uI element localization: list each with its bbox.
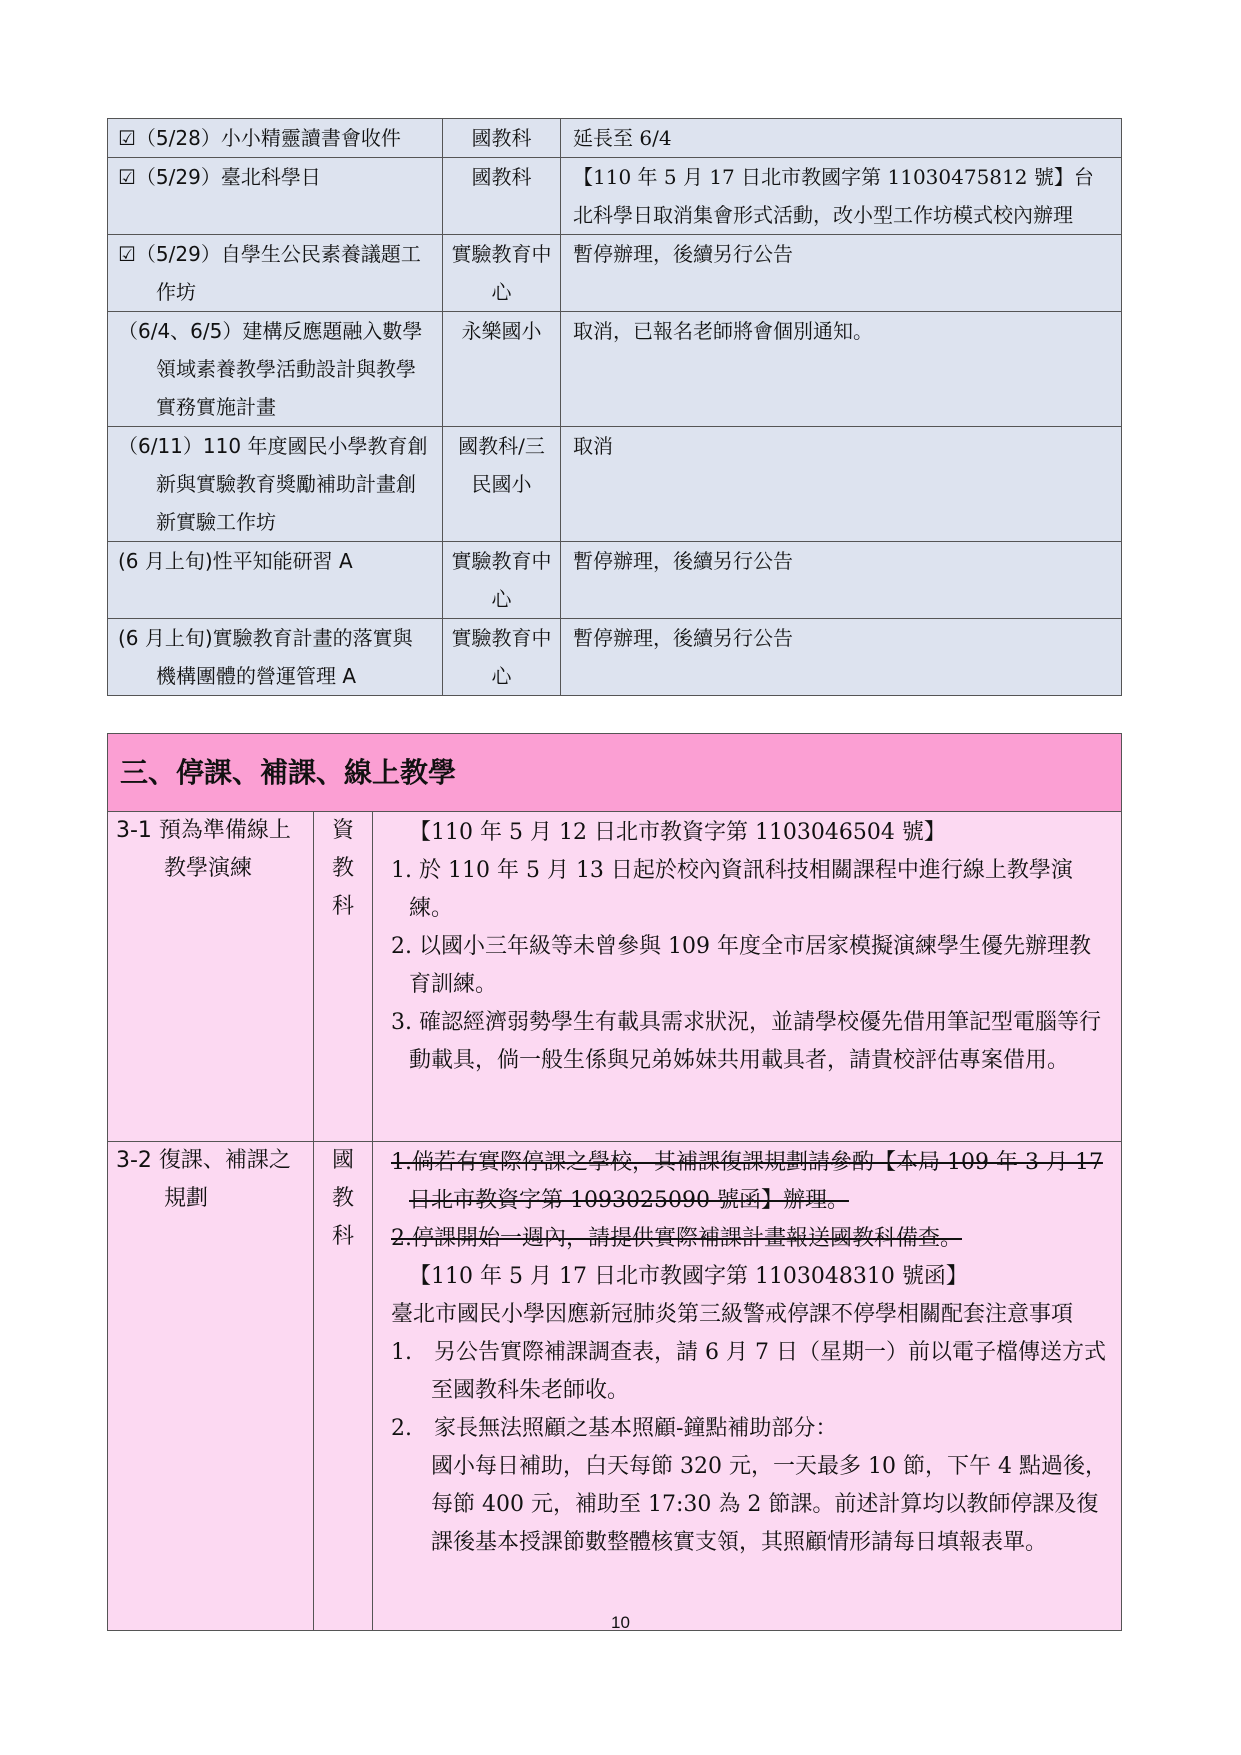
table-row — [108, 427, 1122, 542]
event-name: ☑（5/28）小小精靈讀書會收件 — [108, 119, 443, 158]
status-note: 暫停辦理，後續另行公告 — [561, 542, 1122, 619]
event-name: ☑（5/29）臺北科學日 — [108, 158, 443, 235]
reference-number: 【110 年 5 月 17 日北市教國字第 1103048310 號函】 — [409, 1264, 968, 1289]
list-item: 1. 於 110 年 5 月 13 日起於校內資訊科技相關課程中進行線上教學演練。 — [391, 858, 1073, 921]
section3-table — [107, 733, 1122, 1631]
table-row — [108, 812, 1122, 1142]
event-name: （6/4、6/5）建構反應題融入數學領域素養教學活動設計與教學實務實施計畫 — [108, 312, 443, 427]
status-note: 暫停辦理，後續另行公告 — [561, 235, 1122, 312]
responsible-unit: 國教科 — [443, 119, 561, 158]
reference-number: 【110 年 5 月 12 日北市教資字第 1103046504 號】 — [409, 820, 946, 845]
section3-title: 三、停課、補課、線上教學 — [108, 734, 1122, 812]
struck-text: 1.倘若有實際停課之學校，其補課復課規劃請參酌【本局 109 年 3 月 17 日北市教資字第 1093025090 號函】辦理。 — [391, 1150, 1103, 1213]
list-item-detail: 國小每日補助，白天每節 320 元，一天最多 10 節，下午 4 點過後，每節 400 元，補助至 17:30 為 2 節課。前述計算均以教師停課及復課後基本授課節數整體核實支領，其照顧情形請每日填報表單。 — [431, 1454, 1107, 1555]
event-name: (6 月上旬)實驗教育計畫的落實與機構團體的營運管理 A — [108, 619, 443, 696]
status-note: 取消 — [561, 427, 1122, 542]
item-topic: 3-1 預為準備線上教學演練 — [108, 812, 314, 1142]
list-item: 1. 另公告實際補課調查表，請 6 月 7 日（星期一）前以電子檔傳送方式至國教科朱老師收。 — [391, 1340, 1106, 1403]
item-detail — [373, 1142, 1122, 1631]
status-note: 取消，已報名老師將會個別通知。 — [561, 312, 1122, 427]
status-note: 延長至 6/4 — [561, 119, 1122, 158]
event-status-table — [107, 118, 1122, 696]
responsible-unit: 國教科 — [443, 158, 561, 235]
table-row — [108, 1142, 1122, 1631]
list-item: 2. 家長無法照顧之基本照顧-鐘點補助部分： — [391, 1416, 838, 1441]
item-unit: 資教科 — [314, 812, 373, 1142]
event-name: (6 月上旬)性平知能研習 A — [108, 542, 443, 619]
item-unit: 國教科 — [314, 1142, 373, 1631]
responsible-unit: 永樂國小 — [443, 312, 561, 427]
table-row — [108, 312, 1122, 427]
responsible-unit: 實驗教育中心 — [443, 619, 561, 696]
table-row — [108, 119, 1122, 158]
status-note: 【110 年 5 月 17 日北市教國字第 11030475812 號】台北科學日取消集會形式活動，改小型工作坊模式校內辦理 — [561, 158, 1122, 235]
responsible-unit: 實驗教育中心 — [443, 542, 561, 619]
item-topic: 3-2 復課、補課之規劃 — [108, 1142, 314, 1631]
table-row — [108, 158, 1122, 235]
table-row — [108, 542, 1122, 619]
table-row — [108, 235, 1122, 312]
status-note: 暫停辦理，後續另行公告 — [561, 619, 1122, 696]
item-detail — [373, 812, 1122, 1142]
list-item: 2. 以國小三年級等未曾參與 109 年度全市居家模擬演練學生優先辦理教育訓練。 — [391, 934, 1091, 997]
table-row — [108, 619, 1122, 696]
responsible-unit: 國教科/三民國小 — [443, 427, 561, 542]
list-item: 3. 確認經濟弱勢學生有載具需求狀況，並請學校優先借用筆記型電腦等行動載具，倘一般生係與兄弟姊妹共用載具者，請貴校評估專案借用。 — [391, 1010, 1101, 1073]
responsible-unit: 實驗教育中心 — [443, 235, 561, 312]
page-number: 10 — [611, 1613, 630, 1632]
event-name: ☑（5/29）自學生公民素養議題工作坊 — [108, 235, 443, 312]
struck-text: 2.停課開始一週內，請提供實際補課計畫報送國教科備查。 — [391, 1226, 962, 1251]
notice-subtitle: 臺北市國民小學因應新冠肺炎第三級警戒停課不停學相關配套注意事項 — [391, 1302, 1074, 1327]
event-name: （6/11）110 年度國民小學教育創新與實驗教育獎勵補助計畫創新實驗工作坊 — [108, 427, 443, 542]
